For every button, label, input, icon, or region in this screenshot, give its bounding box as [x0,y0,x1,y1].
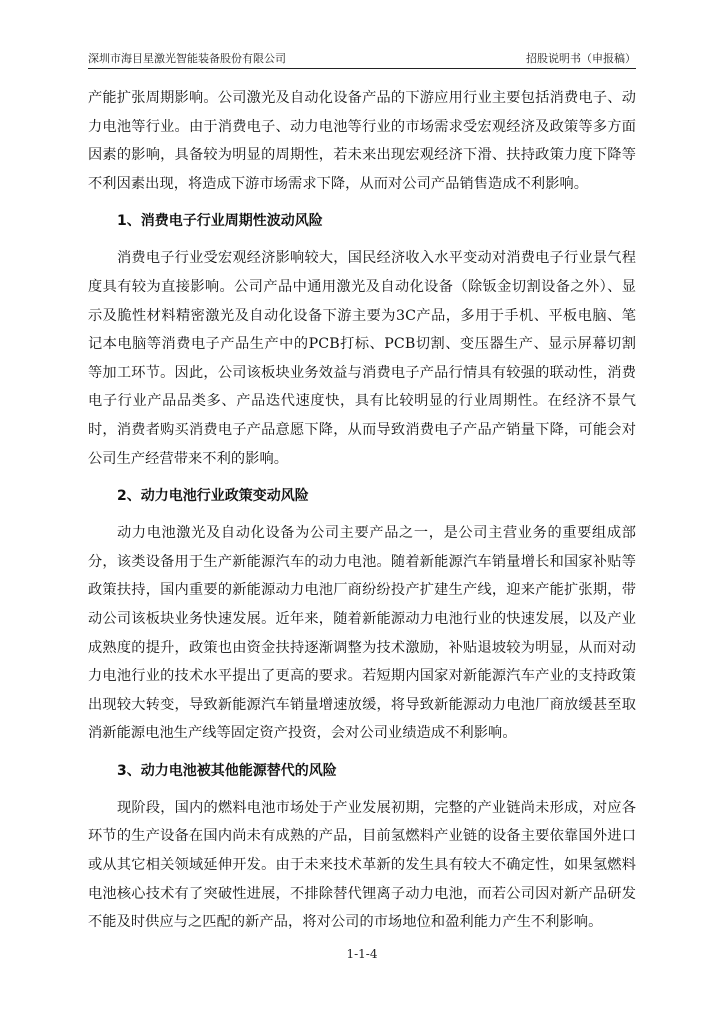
header-document-type: 招股说明书（申报稿） [526,52,636,65]
page-number: 1-1-4 [346,947,378,961]
page-header [88,50,636,69]
section-body-battery-substitution: 现阶段，国内的燃料电池市场处于产业发展初期，完整的产业链尚未形成，对应各环节的生产设备在国内尚未有成熟的产品，目前氢燃料产业链的设备主要依靠国外进口或从其它相关领域延伸开发。由于未来技术革新的发生具有较大不确定性，如果氢燃料电池核心技术有了突破性进展，不排除替代锂离子动力电池，而若公司因对新产品研发不能及时供应与之匹配的新产品，将对公司的市场地位和盈利能力产生不利影响。 [88,799,636,931]
section-body-battery-policy: 动力电池激光及自动化设备为公司主要产品之一，是公司主营业务的重要组成部分，该类设备用于生产新能源汽车的动力电池。随着新能源汽车销量增长和国家补贴等政策扶持，国内重要的新能源动力电池厂商纷纷投产扩建生产线，迎来产能扩张期，带动公司该板块业务快速发展。近年来，随着新能源动力电池行业的快速发展，以及产业成熟度的提升，政策也由资金扶持逐渐调整为技术激励，补贴退坡较为明显，从而对动力电池行业的技术水平提出了更高的要求。若短期内国家对新能源汽车产业的支持政策出现较大转变，导致新能源汽车销量增速放缓，将导致新能源动力电池厂商放缓甚至取消新能源电池生产线等固定资产投资，会对公司业绩造成不利影响。 [88,525,636,742]
section-heading-battery-policy: 2、动力电池行业政策变动风险 [117,487,309,504]
section-heading-consumer-electronics: 1、消费电子行业周期性波动风险 [117,213,323,230]
section-heading-battery-substitution: 3、动力电池被其他能源替代的风险 [117,762,337,779]
section-body-consumer-electronics: 消费电子行业受宏观经济影响较大，国民经济收入水平变动对消费电子行业景气程度具有较为直接影响。公司产品中通用激光及自动化设备（除钣金切割设备之外）、显示及脆性材料精密激光及自动化设备下游主要为3C产品，多用于手机、平板电脑、笔记本电脑等消费电子产品生产中的PCB打标、PCB切割、变压器生产、显示屏幕切割等加工环节。因此，公司该板块业务效益与消费电子产品行情具有较强的联动性，消费电子行业产品品类多、产品迭代速度快，具有比较明显的行业周期性。在经济不景气时，消费者购买消费电子产品意愿下降，从而导致消费电子产品产销量下降，可能会对公司生产经营带来不利的影响。 [88,250,636,467]
document-body [88,84,636,937]
header-company-name: 深圳市海目星激光智能装备股份有限公司 [88,52,286,65]
intro-paragraph: 产能扩张周期影响。公司激光及自动化设备产品的下游应用行业主要包括消费电子、动力电池等行业。由于消费电子、动力电池等行业的市场需求受宏观经济及政策等多方面因素的影响，具备较为明显的周期性，若未来出现宏观经济下滑、扶持政策力度下降等不利因素出现，将造成下游市场需求下降，从而对公司产品销售造成不利影响。 [88,90,636,192]
